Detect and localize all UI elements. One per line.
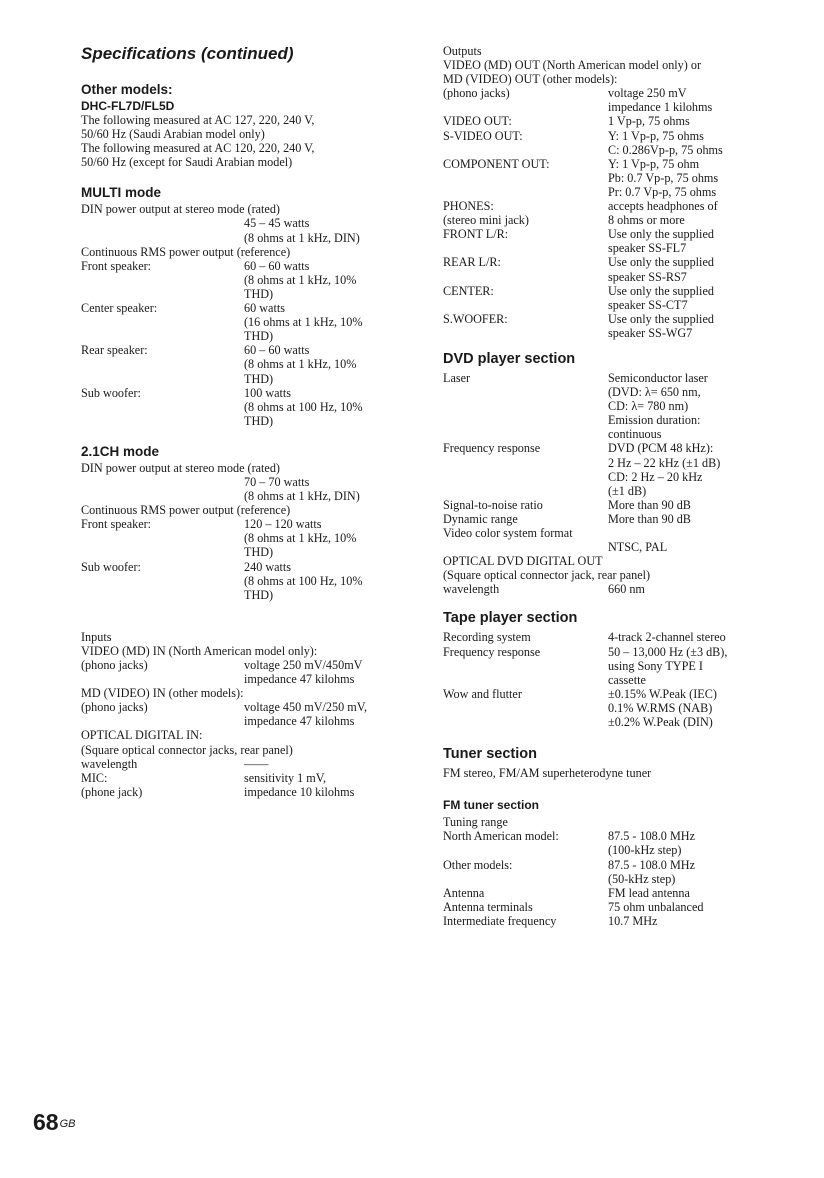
tape-section-heading: Tape player section: [443, 610, 578, 627]
spec-value: Y: 1 Vp-p, 75 ohm Pb: 0.7 Vp-p, 75 ohms Pr: 0.7 Vp-p, 75 ohms: [608, 156, 719, 199]
outputs-line: MD (VIDEO) OUT (other models):: [443, 72, 618, 87]
multi-mode-heading: MULTI mode: [81, 185, 161, 201]
tuner-description: FM stereo, FM/AM superheterodyne tuner: [443, 766, 652, 781]
spec-row: [81, 386, 426, 428]
spec-value: 120 – 120 watts (8 ohms at 1 kHz, 10% THD): [244, 517, 357, 560]
spec-value: 60 – 60 watts (8 ohms at 1 kHz, 10% THD): [244, 258, 357, 301]
spec-row: [81, 517, 426, 559]
fm-spec-rows: [443, 829, 788, 928]
left-column: [81, 44, 426, 799]
spec-value: 87.5 - 108.0 MHz (50-kHz step): [608, 857, 695, 886]
spec-value: 1 Vp-p, 75 ohms: [608, 114, 690, 129]
spec-row: [81, 301, 426, 343]
fm-tuner-section-heading: FM tuner section: [443, 798, 540, 813]
spec-row: [443, 829, 788, 857]
outputs-spec-rows: [443, 86, 788, 340]
spec-row: [81, 785, 426, 799]
spec-row: [443, 886, 788, 900]
spec-label: Sub woofer:: [81, 385, 141, 400]
spec-label: Recording system: [443, 630, 531, 645]
spec-label: PHONES:: [443, 199, 494, 214]
spec-value: 10.7 MHz: [608, 913, 658, 928]
ch21-mode-heading: 2.1CH mode: [81, 443, 160, 459]
spec-label: REAR L/R:: [443, 255, 501, 270]
spec-row: [443, 371, 788, 441]
video-md-in-label: VIDEO (MD) IN (North American model only):: [81, 643, 318, 658]
spec-value: Use only the supplied speaker SS-CT7: [608, 283, 714, 312]
spec-value: 87.5 - 108.0 MHz (100-kHz step): [608, 829, 695, 858]
din-power-value: 70 – 70 watts: [244, 474, 310, 489]
din-power-condition: (8 ohms at 1 kHz, DIN): [244, 489, 360, 504]
din-power-label: DIN power output at stereo mode (rated): [81, 460, 280, 475]
page-title: Specifications (continued): [81, 44, 294, 63]
spec-value: 8 ohms or more: [608, 213, 685, 228]
spec-label: Antenna terminals: [443, 899, 533, 914]
spec-label: Frequency response: [443, 441, 541, 456]
spec-value: More than 90 dB: [608, 497, 691, 512]
spec-label: Front speaker:: [81, 258, 152, 273]
spec-label: North American model:: [443, 829, 559, 844]
spec-value: 60 – 60 watts (8 ohms at 1 kHz, 10% THD): [244, 343, 357, 386]
spec-row: [443, 512, 788, 526]
measurement-note: The following measured at AC 120, 220, 240 V,: [81, 141, 315, 156]
spec-value: ——: [244, 756, 269, 771]
spec-value: voltage 450 mV/250 mV, impedance 47 kilohms: [244, 700, 367, 729]
spec-value: 75 ohm unbalanced: [608, 899, 704, 914]
spec-label: S-VIDEO OUT:: [443, 128, 523, 143]
spec-row: [443, 630, 788, 644]
spec-row: [443, 858, 788, 886]
din-power-condition: (8 ohms at 1 kHz, DIN): [244, 230, 360, 245]
spec-label: CENTER:: [443, 283, 494, 298]
spec-label: (phono jacks): [443, 86, 510, 101]
spec-label: Laser: [443, 370, 471, 385]
md-video-in-label: MD (VIDEO) IN (other models):: [81, 686, 244, 701]
measurement-note: The following measured at AC 127, 220, 240 V,: [81, 113, 315, 127]
spec-value: sensitivity 1 mV,: [244, 770, 327, 785]
spec-value: DVD (PCM 48 kHz): 2 Hz – 22 kHz (±1 dB) CD: 2 Hz – 20 kHz (±1 dB): [608, 441, 721, 498]
spec-label: Antenna: [443, 885, 485, 900]
spec-value: 660 nm: [608, 582, 645, 597]
spec-row: [443, 227, 788, 255]
spec-row: [443, 498, 788, 512]
spec-row: [443, 312, 788, 340]
page-number-suffix: GB: [59, 1118, 76, 1130]
din-power-label: DIN power output at stereo mode (rated): [81, 202, 280, 217]
spec-value: 50 – 13,000 Hz (±3 dB), using Sony TYPE I cassette: [608, 644, 728, 687]
tape-spec-rows: [443, 630, 788, 729]
spec-label: Dynamic range: [443, 511, 518, 526]
spec-row: [443, 900, 788, 914]
spec-value: 4-track 2-channel stereo: [608, 630, 726, 645]
spec-value: voltage 250 mV impedance 1 kilohms: [608, 86, 713, 115]
spec-value: More than 90 dB: [608, 511, 691, 526]
spec-row: [443, 157, 788, 199]
spec-row: [443, 129, 788, 157]
spec-row: [443, 199, 788, 213]
spec-row: [443, 284, 788, 312]
spec-label: Intermediate frequency: [443, 913, 557, 928]
spec-label: (phono jacks): [81, 700, 148, 715]
spec-row: [81, 560, 426, 602]
spec-row: [443, 914, 788, 928]
optical-connector-desc: (Square optical connector jacks, rear panel): [81, 742, 293, 757]
spec-value: Use only the supplied speaker SS-RS7: [608, 255, 714, 284]
spec-label: Sub woofer:: [81, 559, 141, 574]
page-number: $68^{GB}$: [33, 1109, 76, 1135]
spec-row: [81, 700, 426, 728]
rms-power-label: Continuous RMS power output (reference): [81, 503, 291, 518]
optical-dvd-out-label: OPTICAL DVD DIGITAL OUT: [443, 554, 603, 569]
spec-row: [443, 645, 788, 687]
spec-row: [81, 658, 426, 686]
spec-row: [81, 343, 426, 385]
spec-value: Semiconductor laser (DVD: λ= 650 nm, CD: λ= 780 nm) Emission duration: continuous: [608, 370, 708, 442]
spec-label: (phone jack): [81, 784, 143, 799]
spec-value: impedance 10 kilohms: [244, 784, 355, 799]
optical-digital-in-label: OPTICAL DIGITAL IN:: [81, 728, 203, 743]
spec-label: Signal-to-noise ratio: [443, 497, 543, 512]
measurement-note: 50/60 Hz (Saudi Arabian model only): [81, 127, 265, 142]
spec-label: wavelength: [81, 756, 138, 771]
spec-row: [443, 86, 788, 114]
other-models-heading: Other models:: [81, 82, 173, 97]
spec-row: [443, 114, 788, 128]
right-column: [443, 44, 788, 928]
outputs-heading: Outputs: [443, 44, 482, 58]
tuning-range-label: Tuning range: [443, 815, 508, 830]
model-name: DHC-FL7D/FL5D: [81, 99, 175, 113]
dvd-section-heading: DVD player section: [443, 350, 576, 367]
tuner-section-heading: Tuner section: [443, 746, 537, 763]
multi-spec-rows: [81, 259, 426, 428]
din-power-value: 45 – 45 watts: [244, 216, 310, 231]
spec-row: [443, 582, 788, 596]
spec-label: Rear speaker:: [81, 343, 148, 358]
spec-row: [443, 687, 788, 729]
spec-label: COMPONENT OUT:: [443, 156, 550, 171]
spec-label: MIC:: [81, 770, 108, 785]
inputs-heading: Inputs: [81, 629, 112, 644]
spec-row: [81, 757, 426, 771]
spec-value: 60 watts (16 ohms at 1 kHz, 10% THD): [244, 301, 363, 344]
dvd-spec-rows: [443, 371, 788, 526]
measurement-note: 50/60 Hz (except for Saudi Arabian model): [81, 155, 293, 170]
spec-value: Use only the supplied speaker SS-FL7: [608, 227, 714, 256]
spec-label: Center speaker:: [81, 301, 158, 316]
spec-label: FRONT L/R:: [443, 227, 509, 242]
spec-row: [81, 259, 426, 301]
rms-power-label: Continuous RMS power output (reference): [81, 244, 291, 259]
spec-row: [443, 255, 788, 283]
spec-value: ±0.15% W.Peak (IEC) 0.1% W.RMS (NAB) ±0.2% W.Peak (DIN): [608, 686, 717, 730]
spec-value: 100 watts (8 ohms at 100 Hz, 10% THD): [244, 385, 363, 428]
spec-value: accepts headphones of: [608, 199, 718, 214]
spec-value: Use only the supplied speaker SS-WG7: [608, 311, 714, 340]
video-color-value: NTSC, PAL: [608, 540, 668, 555]
spec-row: [81, 771, 426, 785]
video-color-label: Video color system format: [443, 526, 573, 540]
spec-value: voltage 250 mV/450mV impedance 47 kilohms: [244, 658, 363, 687]
spec-label: wavelength: [443, 582, 500, 597]
spec-label: Wow and flutter: [443, 686, 522, 701]
spec-row: [443, 213, 788, 227]
spec-value: FM lead antenna: [608, 885, 690, 900]
ch21-spec-rows: [81, 517, 426, 602]
spec-value: 240 watts (8 ohms at 100 Hz, 10% THD): [244, 559, 363, 602]
spec-label: (phono jacks): [81, 658, 148, 672]
spec-label: Other models:: [443, 857, 513, 872]
spec-label: S.WOOFER:: [443, 311, 508, 326]
optical-connector-desc: (Square optical connector jack, rear panel): [443, 568, 651, 583]
spec-label: VIDEO OUT:: [443, 114, 512, 129]
spec-label: Frequency response: [443, 644, 541, 659]
spec-value: Y: 1 Vp-p, 75 ohms C: 0.286Vp-p, 75 ohms: [608, 128, 723, 157]
spec-row: [443, 441, 788, 497]
spec-label: (stereo mini jack): [443, 213, 529, 228]
spec-label: Front speaker:: [81, 517, 152, 532]
outputs-line: VIDEO (MD) OUT (North American model only) or: [443, 58, 702, 73]
